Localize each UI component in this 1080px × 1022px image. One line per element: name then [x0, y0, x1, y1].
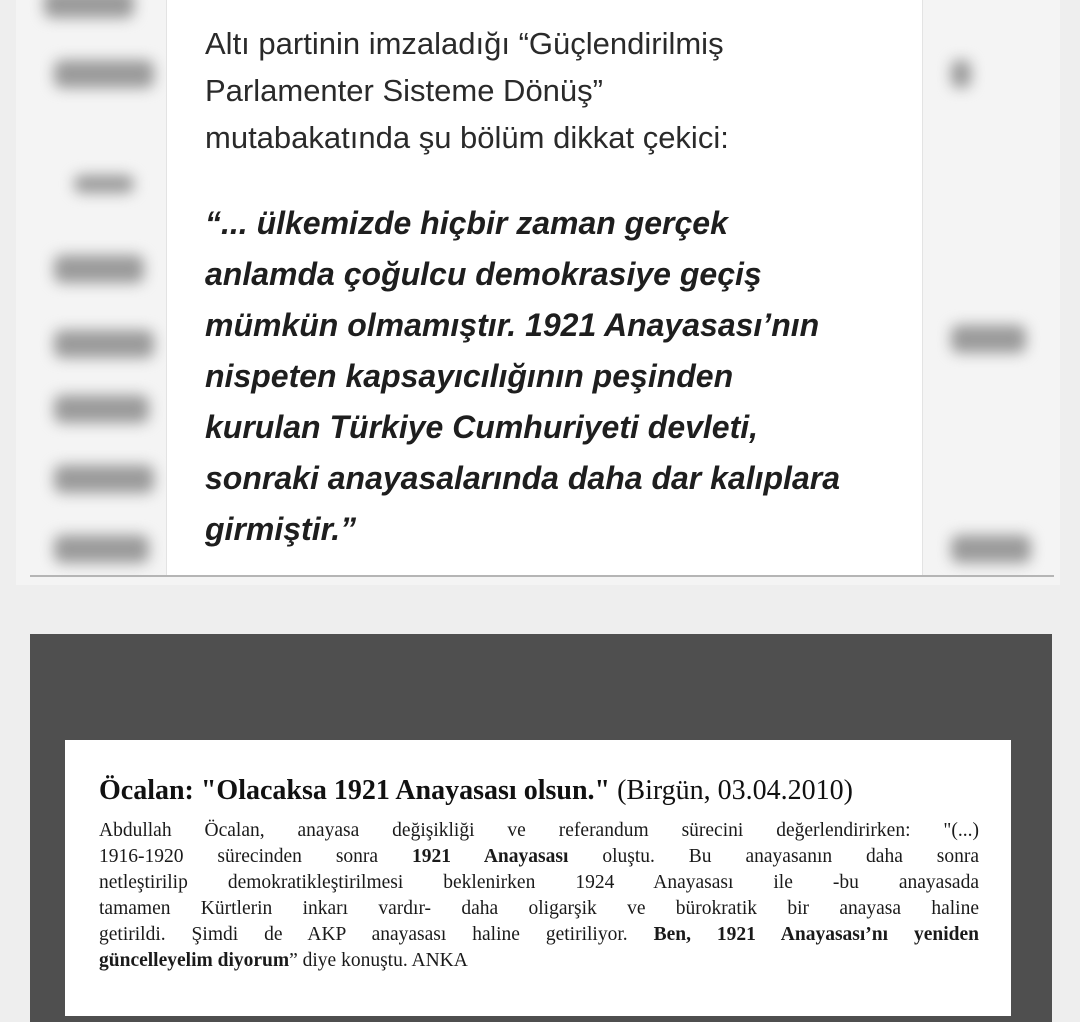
quote-line: kurulan Türkiye Cumhuriyeti devleti,: [205, 409, 759, 445]
clipping-line: netleştirilip demokratikleştirilmesi beklenirken 1924 Anayasası ile -bu anayasada: [99, 872, 979, 893]
clipping-heading: [99, 775, 853, 807]
clipping-bold-text: güncelleyelim diyorum: [99, 950, 290, 971]
quote-line: nispeten kapsayıcılığının peşinden: [205, 358, 734, 394]
clipping-body: [99, 818, 979, 974]
clipping-line: Abdullah Öcalan, anayasa değişikliği ve referandum sürecini değerlendirirken: "(...): [99, 820, 979, 841]
intro-line: Parlamenter Sisteme Dönüş”: [205, 73, 603, 108]
clipping-bold-text: Ben, 1921 Anayasası’nı yeniden: [653, 924, 980, 945]
article-intro: [205, 20, 895, 161]
clipping-source: (Birgün, 03.04.2010): [617, 775, 853, 806]
clipping-text: ” diye konuştu. ANKA: [289, 950, 468, 971]
intro-line: mutabakatında şu bölüm dikkat çekici:: [205, 120, 729, 155]
clipping-frame: [30, 634, 1052, 1022]
clipping-text: oluştu. Bu anayasanın daha sonra: [602, 846, 980, 867]
clipping-text: getirildi. Şimdi de AKP anayasası haline getiriliyor.: [99, 924, 628, 945]
intro-line: Altı partinin imzaladığı “Güçlendirilmiş: [205, 26, 724, 61]
clipping-line: [99, 844, 979, 870]
newspaper-clipping: [65, 740, 1011, 1016]
quote-line: mümkün olmamıştır. 1921 Anayasası’nın: [205, 307, 820, 343]
clipping-headline: Öcalan: "Olacaksa 1921 Anayasası olsun.": [99, 775, 611, 806]
quote-line: “... ülkemizde hiçbir zaman gerçek: [205, 205, 728, 241]
article-card: [166, 0, 923, 576]
clipping-line: [99, 922, 979, 948]
divider: [30, 575, 1054, 577]
quote-line: anlamda çoğulcu demokrasiye geçiş: [205, 256, 762, 292]
clipping-line: [99, 948, 979, 974]
quote-line: sonraki anayasalarında daha dar kalıplara: [205, 460, 840, 496]
clipping-line: tamamen Kürtlerin inkarı vardır- daha oligarşik ve bürokratik bir anayasa haline: [99, 898, 979, 919]
clipping-bold-text: 1921 Anayasası: [412, 846, 569, 867]
article-screenshot: [16, 0, 1060, 585]
article-quote: [205, 198, 905, 555]
clipping-text: 1916-1920 sürecinden sonra: [99, 846, 379, 867]
quote-line: girmiştir.”: [205, 511, 357, 547]
